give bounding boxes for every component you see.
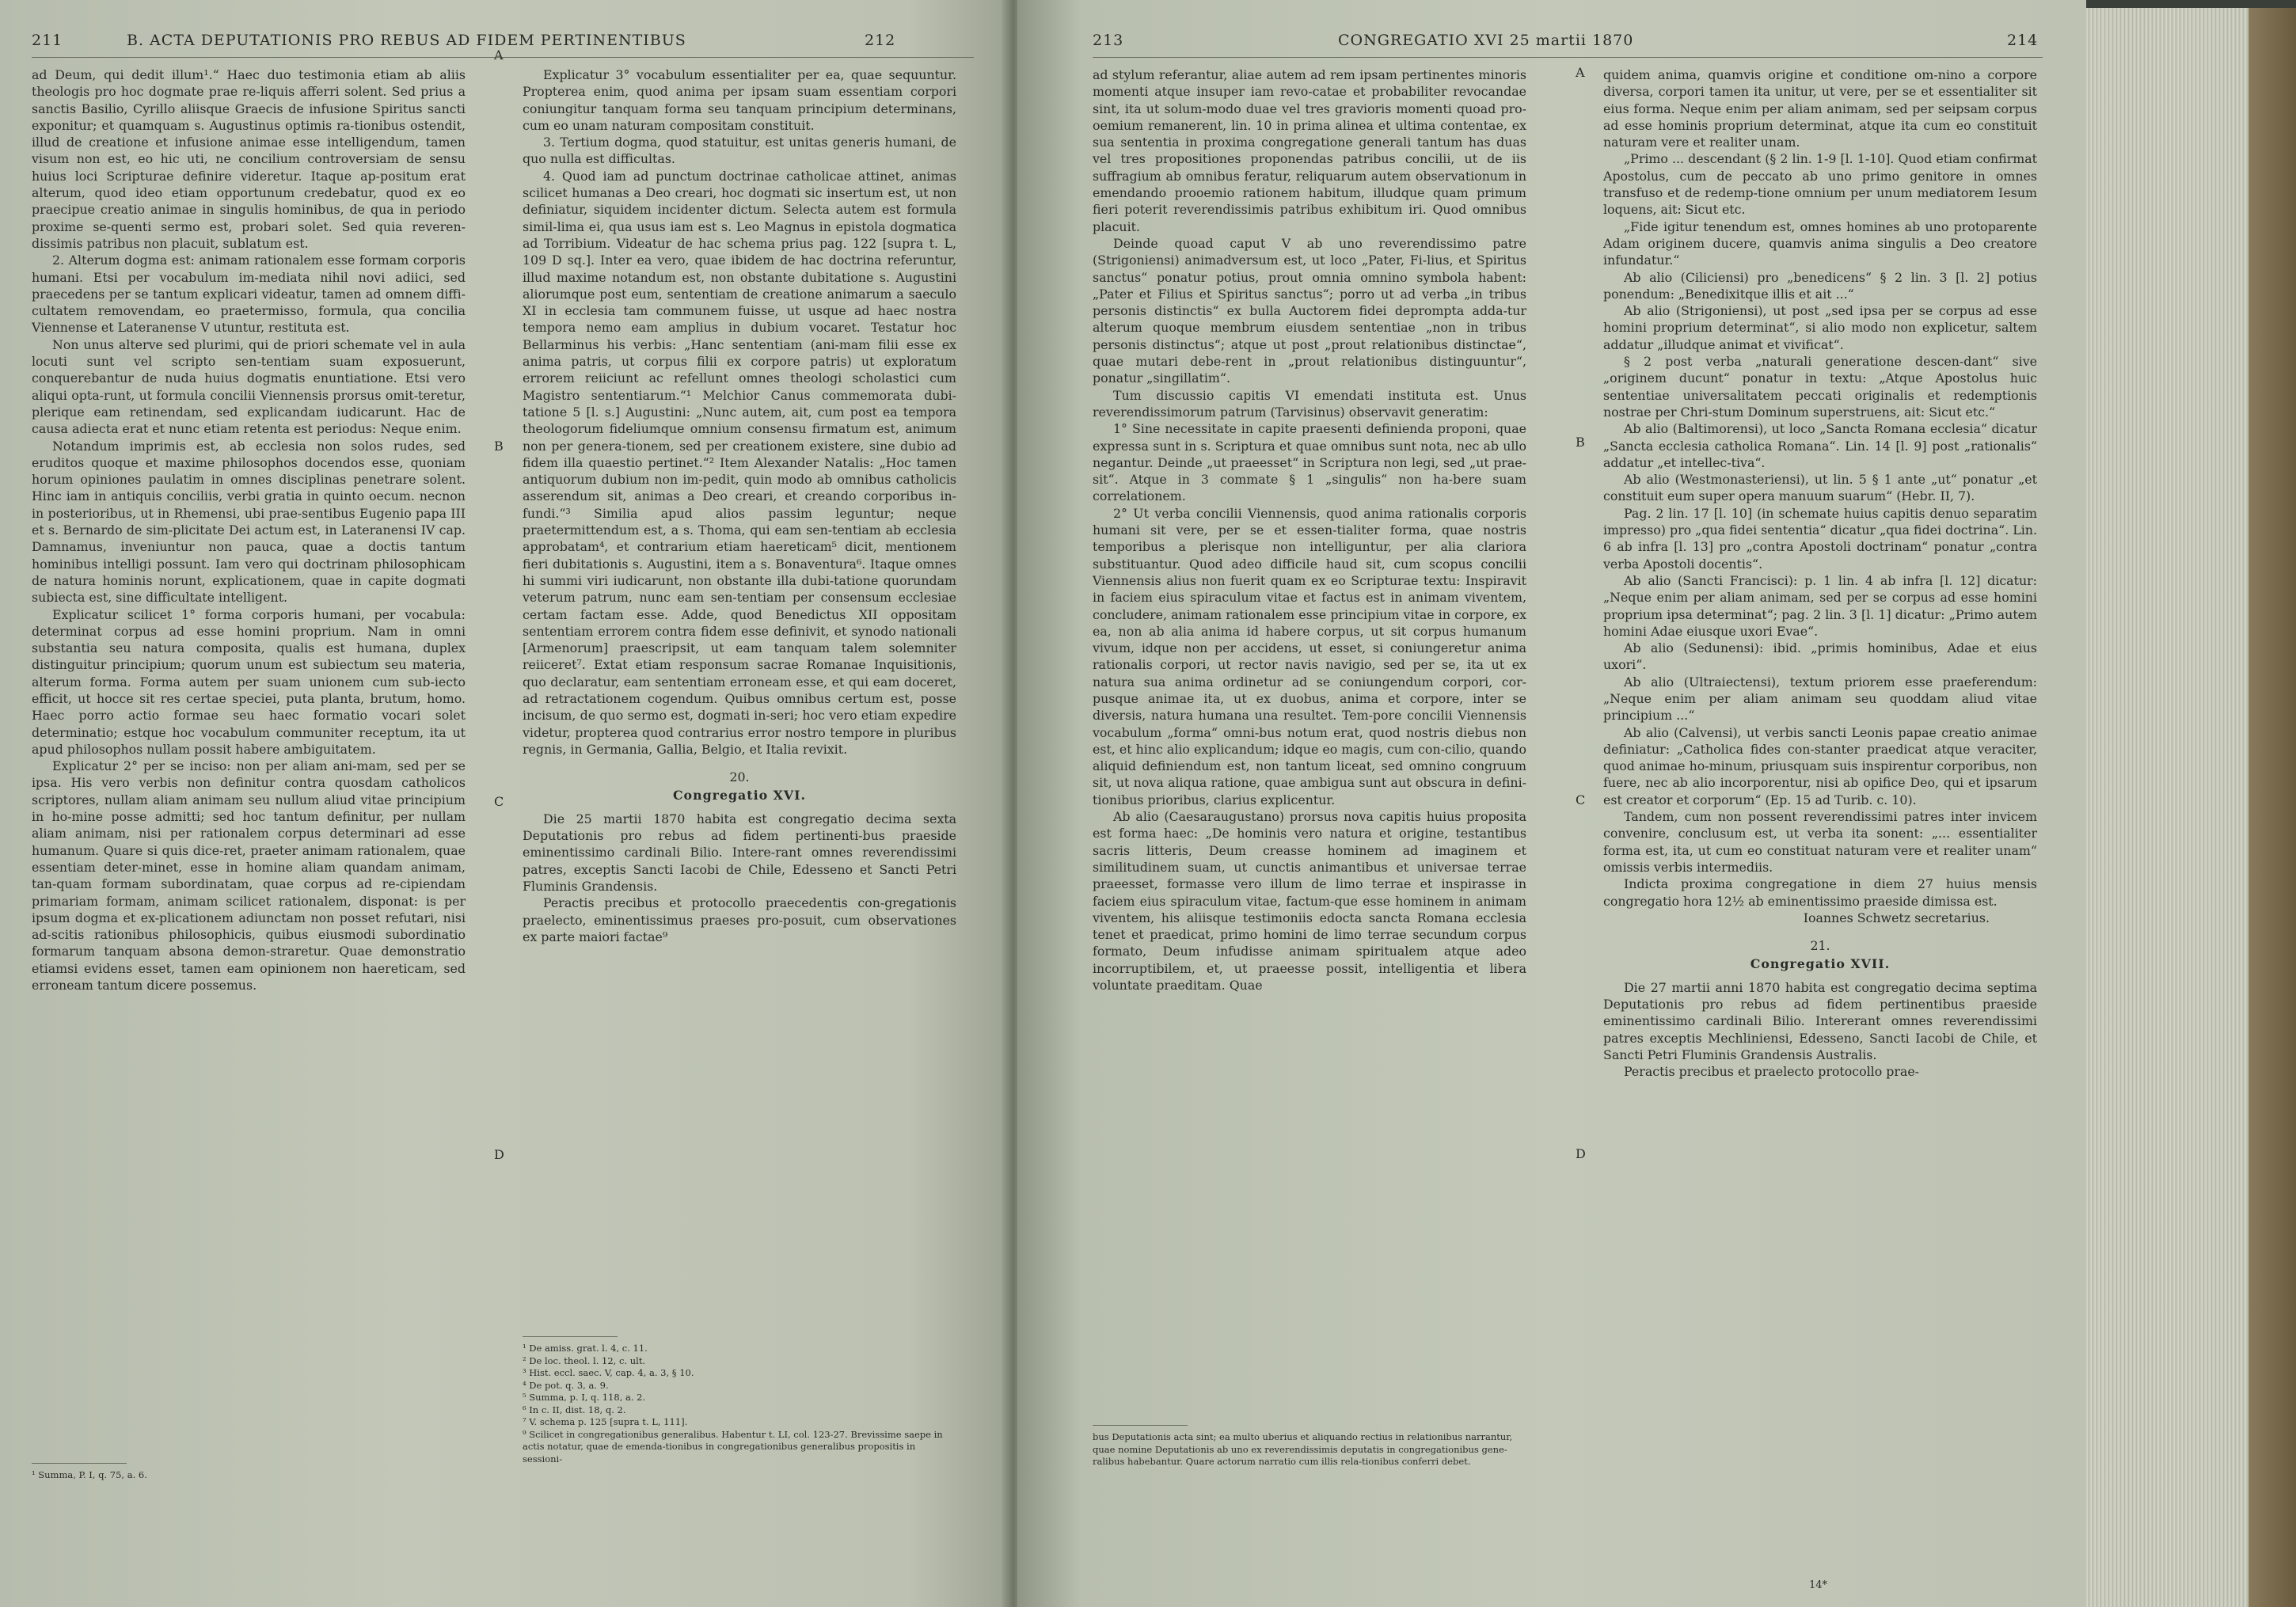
paragraph: Ab alio (Calvensi), ut verbis sancti Leonis papae creatio animae definiatur: „Catholica fides con-stanter praedicat atque veraciter, quod animae ho-minum, priusquam suis inspirentur corporibus, non fuere, nec ab alio incorporentur, nisi ab opifice Deo, qui et ipsarum est creator et corporum“ (Ep. 15 ad Turib. c. 10). [1603,724,2037,807]
paragraph: Explicatur scilicet 1° forma corporis humani, per vocabula: determinat corpus ad esse homini proprium. Nam in omni substantia seu natura composita, qualis est humana, duplex distinguitur principium; quorum unum est subiectum seu materia, alterum forma. Forma autem per suam unionem cum sub-iecto efficit, ut hocce sit res certae speciei, puta planta, brutum, homo. Haec porro actio formae seu haec formatio vocari solet determinatio; estque hoc vocabulum communiter receptum, ita ut apud philosophos nullam possit habere ambiguitatem. [32,606,466,757]
left-margin-letter-d: D [494,1147,504,1162]
right-col1-note-rule [1093,1425,1188,1426]
paragraph: Explicatur 3° vocabulum essentialiter per ea, quae sequuntur. Propterea enim, quod anima per ipsam suam essentiam corpori coniungitur tanquam forma seu tanquam principium determinans, cum eo unam naturam compositam constituit. [523,67,956,133]
paragraph: quidem anima, quamvis origine et conditione om-nino a corpore diversa, corpori tamen ita unitur, ut vere, per se et essentialiter sit eius forma. Neque enim per aliam animam, sed per seipsam corpus ad esse hominis proprium determinat, atque ita cum eo constituit naturam vere et realiter unam. [1603,67,2037,150]
left-margin-letter-c: C [494,794,504,809]
paragraph: „Primo ... descendant (§ 2 lin. 1-9 [l. 1-10]. Quod etiam confirmat Apostolus, cum de peccato ab uno primo genitore in omnes transfuso et de redemp-tione omnium per unum mediatorem Iesum loquens, ait: Sicut etc. [1603,151,2037,218]
right-page [1017,0,2086,1607]
right-margin-letter-b: B [1576,435,1585,450]
paragraph: Ab alio (Strigoniensi), ut post „sed ipsa per se corpus ad esse homini proprium determinat“, si alio modo non explicetur, saltem addatur „illudque animat et vivificat“. [1603,303,2037,352]
paragraph: Non unus alterve sed plurimi, qui de priori schemate vel in aula locuti sunt vel scripto sen-tentiam suam exposuerunt, conquerebantur de nuda huius dogmatis enuntiatione. Etsi vero aliqui opta-runt, ut formula concilii Viennensis prorsus omit-teretur, plerique eam retinendam, sed explicandam iudicarunt. Hac de causa adiecta erat et nunc etiam retenta est periodus: Neque enim. [32,336,466,437]
left-page-number-211: 211 [32,32,63,49]
right-page-number-213: 213 [1093,32,1124,49]
section-number: 20. [729,769,750,785]
secretary-signature: Ioannes Schwetz secretarius. [1803,910,1990,925]
paragraph: 1° Sine necessitate in capite praesenti definienda proponi, quae expressa sunt in s. Scriptura et quae omnibus sunt nota, nec ab ullo negantur. Deinde „ut praeesset“ in Scriptura non legi, sed „ut prae-sit“. Atque in 3 commate § 1 „singulis“ non ha-bere suam correlationem. [1093,421,1526,504]
book-spine [2248,8,2296,1607]
footnote: ⁵ Summa, p. I, q. 118, a. 2. [523,1392,646,1403]
right-margin-letter-d: D [1576,1146,1586,1161]
paragraph: „Fide igitur tenendum est, omnes homines ab uno protoparente Adam originem ducere, quamvis anima singulis a Deo creatore infundatur.“ [1603,218,2037,268]
paragraph: Ab alio (Sancti Francisci): p. 1 lin. 4 ab infra [l. 12] dicatur: „Neque enim per aliam animam, sed per se corpus ad esse homini proprium ipsa determinat“; pag. 2 lin. 3 [l. 1] dicatur: „Primo autem homini Adae eiusque uxori Evae“. [1603,572,2037,639]
paragraph: Explicatur 2° per se inciso: non per aliam ani-mam, sed per se ipsa. His vero verbis non definitur contra quosdam catholicos scriptores, nullam aliam animam seu nullum aliud vitae principium in ho-mine posse admitti; sed hoc tantum definitur, per nullam aliam animam, nisi per rationalem corpus determinari ad esse humanum. Quare si quis dice-ret, praeter animam rationalem, quae essentiam deter-minet, esse in homine aliam quandam animam, tan-quam formam subordinatam, quae corpus ad re-cipiendam primariam formam, animam scilicet rationalem, disponat: is per ipsum dogma et ex-plicationem adiunctam non posset refutari, nisi ad-scitis rationibus philosophicis, quibus eiusmodi subordinatio formarum tanquam absona demon-straretur. Quae demonstratio etiamsi evidens esset, tamen eam opinionem non haereticam, sed erroneam tantum dicere possemus. [32,758,466,993]
right-margin-letter-a: A [1576,65,1585,80]
paragraph: Ab alio (Baltimorensi), ut loco „Sancta Romana ecclesia“ dicatur „Sancta ecclesia catholica Romana“. Lin. 14 [l. 9] post „rationalis“ addatur „et intellec-tiva“. [1603,421,2037,470]
signature-mark: 14* [1809,1579,1828,1591]
footnote: ⁹ Scilicet in congregationibus generalibus. Habentur t. LI, col. 123-27. Brevissime saepe in actis notatur, quae de emenda-tionibus in congregationibus generalibus propositis in sessioni- [523,1428,943,1465]
paragraph: Notandum imprimis est, ab ecclesia non solos rudes, sed eruditos quoque et maxime philosophos docendos esse, quoniam horum opiniones paulatim in omnes disciplinas penetrare solent. Hinc iam in antiquis conciliis, verbi gratia in quinto oecum. necnon in posterioribus, ut in Rhemensi, ubi prae-sentibus Eugenio papa III et s. Bernardo de sim-plicitate Dei actum est, in Lateranensi IV cap. Damnamus, inveniuntur non pauca, quae a doctis tantum hominibus intelligi possunt. Iam vero qui doctrinam philosophicam de natura hominis norunt, explicationem, quae in capite dogmati subiecta est, sine difficultate intelligent. [32,438,466,606]
left-col2-footnotes [523,1343,956,1465]
left-page [0,0,1009,1607]
right-page-number-214: 214 [2007,32,2039,49]
paragraph: Tum discussio capitis VI emendati instituta est. Unus reverendissimorum patrum (Tarvisinus) observavit generatim: [1093,387,1526,420]
paragraph: Ab alio (Caesaraugustano) prorsus nova capitis huius proposita est forma haec: „De hominis vero natura et origine, testantibus sacris litteris, Deum creasse hominem ad imaginem et similitudinem suam, ut cunctis animantibus et universae terrae praeesset, formasse vero illum de limo terrae et inspirasse in faciem eius spiraculum vitae, factum-que esse hominem in animam viventem, his aliisque testimoniis edocta sancta Romana ecclesia tenet et praedicat, primo homini de limo terrae secundum corpus formato, Deum infudisse animam spiritualem atque adeo incorruptibilem, et, ut praeesse possit, intelligentia et libera voluntate praeditam. Quae [1093,809,1526,993]
paragraph: 3. Tertium dogma, quod statuitur, est unitas generis humani, de quo nulla est difficultas. [523,135,956,167]
left-header-title: B. ACTA DEPUTATIONIS PRO REBUS AD FIDEM PERTINENTIBUS [127,32,686,49]
paragraph: ad stylum referantur, aliae autem ad rem ipsam pertinentes minoris momenti atque insuper iam revo-catae et probabiliter revocandae sint, ita ut solum-modo duae vel tres gravioris momenti quoad pro-oemium remanerent, lin. 10 in prima alinea et ultima contentae, ex sua sententia in proxima congregatione generali tantum has duas vel tres propositiones proponendas patribus concilii, ut de iis suffragium ab omnibus feratur, reliquarum autem observationum in emendando prooemio rationem habitum, illudque quam primum fieri poterit reverendissimis patribus exhibitum iri. Quod omnibus placuit. [1093,67,1526,234]
left-page-number-212: 212 [865,32,896,49]
paragraph: Die 27 martii anni 1870 habita est congregatio decima septima Deputationis pro rebus ad fidem pertinentibus praeside eminentissimo cardinali Bilio. Intererant omnes reverendissimi patres exceptis Mechliniensi, Edesseno, Sancti Iacobi de Chile, et Sancti Petri Fluminis Grandensis Australis. [1603,979,2037,1062]
paragraph: Die 25 martii 1870 habita est congregatio decima sexta Deputationis pro rebus ad fidem pertinenti-bus praeside eminentissimo cardinali Bilio. Intere-rant omnes reverendissimi patres, exceptis Sancti Iacobi de Chile, Edesseno et Sancti Petri Fluminis Grandensis. [523,811,956,894]
right-header-title: CONGREGATIO XVI 25 martii 1870 [1338,32,1634,49]
paragraph: 2° Ut verba concilii Viennensis, quod anima rationalis corporis humani sit vere, per se et essen-tialiter forma, quae nostris temporibus a plerisque non intelliguntur, per alia clariora substituantur. Quod adeo difficile haud sit, cum scopus concilii Viennensis alius non fuerit quam ex eo Scripturae textu: Inspiravit in faciem eius spiraculum vitae et factus est in animam viventem, concludere, animam rationalem esse principium vitae in corpore, ex ea, non ab alia anima id habere corpus, ut sit corpus humanum vivum, idque non per accidens, ut esset, si coniungeretur anima rationalis corpori, ut rector navis navigio, sed per se, ita ut ex natura sua anima ordinetur ad se coniungendum corpori, cor-pusque animae ita, ut ex duobus, anima et corpore, inter se diversis, natura humana una resultet. Tem-pore concilii Viennensis vocabulum „forma“ omni-bus notum erat, quod nostris diebus non est, et hinc alio explicandum; idque eo magis, cum con-cilio, quando aliquid definiendum est, non tantum liceat, sed omnino congruum sit, ut nova aliqua ratione, quae ambigua sunt aut obscura in defini-tionibus prioribus, clarius explicentur. [1093,505,1526,807]
section-title: Congregatio XVII. [1750,956,1891,972]
paragraph: 4. Quod iam ad punctum doctrinae catholicae attinet, animas scilicet humanas a Deo creari, hoc dogmati sic insertum est, ut non definiatur, siquidem incidenter dictum. Selecta autem est formula simil-lima ei, qua usus iam est s. Leo Magnus in epistola dogmatica ad Torribium. Videatur de hac schema prius pag. 122 [supra t. L, 109 D sq.]. Inter ea vero, quae ibidem de hac doctrina referuntur, illud maxime notandum est, non obstante dubitatione s. Augustini aliorumque post eum, sententiam de creatione animarum a saeculo XI in ecclesia tam communem fuisse, ut usque ad haec nostra tempora nemo eam amplius in dubium vocaret. Testatur hoc Bellarminus his verbis: „Hanc sententiam (ani-mam filii esse ex anima patris, ut corpus filii ex corpore patris) ut exploratum errorem reiiciunt ac refellunt omnes theologi scholastici cum Magistro sententiarum.“¹ Melchior Canus commemorata dubi-tatione 5 [l. s.] Augustini: „Nunc autem, ait, cum post ea tempora theologorum fideliumque omnium consensu firmatum est, animum non per genera-tionem, sed per creationem existere, sine dubio ad fidem illa quaestio pertinet.“² Item Alexander Natalis: „Hoc tamen antiquorum dubium non im-pedit, quin modo ab omnibus catholicis asserendum sit, animas a Deo creari, et creando corporibus in-fundi.“³ Similia apud alios passim leguntur; neque praetermittendum est, a s. Thoma, qui eam sen-tentiam ab ecclesia approbatam⁴, et contrarium etiam haereticam⁵ dicit, mentionem fieri dubitationis s. Augustini, item a s. Bonaventura⁶. Itaque omnes hi summi viri iudicarunt, non obstante illa dubi-tatione quorundam veterum patrum, nunc eam sen-tentiam per consensum ecclesiae certam factam esse. Adde, quod Benedictus XII oppositam sententiam errorem contra fidem esse definivit, et synodo nationali [Armenorum] praescripsit, ut eam tanquam talem solemniter reiiceret⁷. Extat etiam responsum sacrae Romanae Inquisitionis, quo declaratur, eam sententiam erroneam esse, et qui eam doceret, ad retractationem cogendum. Quibus omnibus certum est, posse incisum, de quo sermo est, dogmati in-seri; hoc vero etiam expedire videtur, propterea quod contrarius error nostro tempore in pluribus regnis, in Germania, Gallia, Belgio, et Italia revixit. [523,168,956,757]
right-margin-letter-c: C [1576,792,1586,807]
paragraph: Ab alio (Ultraiectensi), textum priorem esse praeferendum: „Neque enim per aliam animam seu quoddam aliud vitae principium ...“ [1603,674,2037,724]
right-column-1 [1093,66,1526,1499]
footnote: ⁷ V. schema p. 125 [supra t. L, 111]. [523,1416,688,1427]
paragraph: Ab alio (Ciliciensi) pro „benedicens“ § 2 lin. 3 [l. 2] potius ponendum: „Benedixitque illis et ait ...“ [1603,269,2037,302]
footnote: ¹ De amiss. grat. l. 4, c. 11. [523,1343,648,1354]
footnote: ⁶ In c. II, dist. 18, q. 2. [523,1404,626,1415]
left-col1-note-rule [32,1463,127,1464]
left-col1-footnotes [32,1469,466,1482]
footnote: bus Deputationis acta sint; ea multo uberius et aliquando rectius in relationibus narrantur, quae nomine Deputationis ab uno ex reverendissimis deputatis in congregationibus gene-ralibus habebantur. Quare actorum narratio cum illis rela-tionibus conferri debet. [1093,1431,1513,1467]
paragraph: Indicta proxima congregatione in diem 27 huius mensis congregatio hora 12½ ab eminentissimo praeside dimissa est. [1603,876,2037,909]
footnote: ² De loc. theol. l. 12, c. ult. [523,1354,646,1366]
paragraph: ad Deum, qui dedit illum¹.“ Haec duo testimonia etiam ab aliis theologis pro hoc dogmate prae re-liquis afferri solent. Sed prius a sanctis Basilio, Cyrillo aliisque Graecis de infusione Spiritus sancti exponitur; et quamquam s. Augustinus optimis ra-tionibus ostendit, illud de creatione et infusione animae esse intelligendum, tamen visum non est, eo hic uti, ne concilium controversiam de sensu huius loci Scripturae definire videretur. Itaque ap-positum erat alterum, quod ideo etiam opportunum credebatur, quod ex eo praecipue creatio animae in singulis hominibus, de qua in periodo proxime se-quenti sermo est, probari solet. Sed quia reveren-dissimis patribus non placuit, sublatum est. [32,67,466,251]
paragraph: Peractis precibus et praelecto protocollo prae- [1624,1064,1920,1080]
paragraph: 2. Alterum dogma est: animam rationalem esse formam corporis humani. Etsi per vocabulum im-mediata nihil novi adiici, sed praecedens per se tantum explicari videatur, tamen ad omnem diffi-cultatem removendam, eo praetermisso, formula, qua concilia Viennense et Lateranense V utuntur, restituta est. [32,253,466,336]
right-header-rule [1093,57,2043,58]
paragraph: § 2 post verba „naturali generatione descen-dant“ sive „originem ducunt“ ponatur in textu: „Atque Apostolus huic sententiae universalitatem peccati originalis et redemptionis nostrae per Chri-stum Dominum superstruens, ait: Sicut etc.“ [1603,354,2037,420]
left-column-1 [32,66,466,1499]
footnote: ⁴ De pot. q. 3, a. 9. [523,1379,609,1391]
left-margin-letter-b: B [494,439,504,454]
left-margin-letter-a: A [494,47,504,63]
paragraph: Deinde quoad caput V ab uno reverendissimo patre (Strigoniensi) animadversum est, ut loco „Pater, Fi-lius, et Spiritus sanctus“ ponatur potius, prout omnia omnino symbola habent: „Pater et Filius et Spiritus sanctus“; porro ut ad verba „in tribus personis distinctis“ ex bulla Auctorem fidei deprompta adda-tur alterum quoque membrum eiusdem sententiae „non in tribus personis distinctus“; atque ut post „prout relationibus distinctae“, quae mutari debe-rent in „prout relationibus distinguuntur“, ponatur „singillatim“. [1093,235,1526,386]
right-column-2 [1603,66,2037,1081]
paragraph: Pag. 2 lin. 17 [l. 10] (in schemate huius capitis denuo separatim impresso) pro „qua fidei sententia“ dicatur „qua fidei doctrina“. Lin. 6 ab infra [l. 13] pro „contra Apostoli doctrinam“ ponatur „contra verba Apostoli docentis“. [1603,505,2037,572]
paragraph: Tandem, cum non possent reverendissimi patres inter invicem convenire, conclusum est, ut verba ita sonent: „... essentialiter forma est, ita, ut cum eo constituat naturam vere et realiter unam“ omissis verbis intermediis. [1603,809,2037,875]
paragraph: Ab alio (Sedunensi): ibid. „primis hominibus, Adae et eius uxori“. [1603,640,2037,673]
book-page-edges [2086,8,2296,1607]
paragraph: Ab alio (Westmonasteriensi), ut lin. 5 § 1 ante „ut“ ponatur „et constituit eum super opera manuum suarum“ (Hebr. II, 7). [1603,472,2037,504]
section-number: 21. [1810,938,1830,954]
section-title: Congregatio XVI. [672,788,807,804]
paragraph: Peractis precibus et protocollo praecedentis con-gregationis praelecto, eminentissimus praeses pro-posuit, cum observationes ex parte maiori factae⁹ [523,895,956,944]
footnote: ³ Hist. eccl. saec. V, cap. 4, a. 3, § 10. [523,1367,694,1378]
left-column-2 [523,66,956,945]
footnote: ¹ Summa, P. I, q. 75, a. 6. [32,1469,147,1480]
right-col1-footnotes [1093,1431,1526,1468]
left-col2-note-rule [523,1336,618,1337]
